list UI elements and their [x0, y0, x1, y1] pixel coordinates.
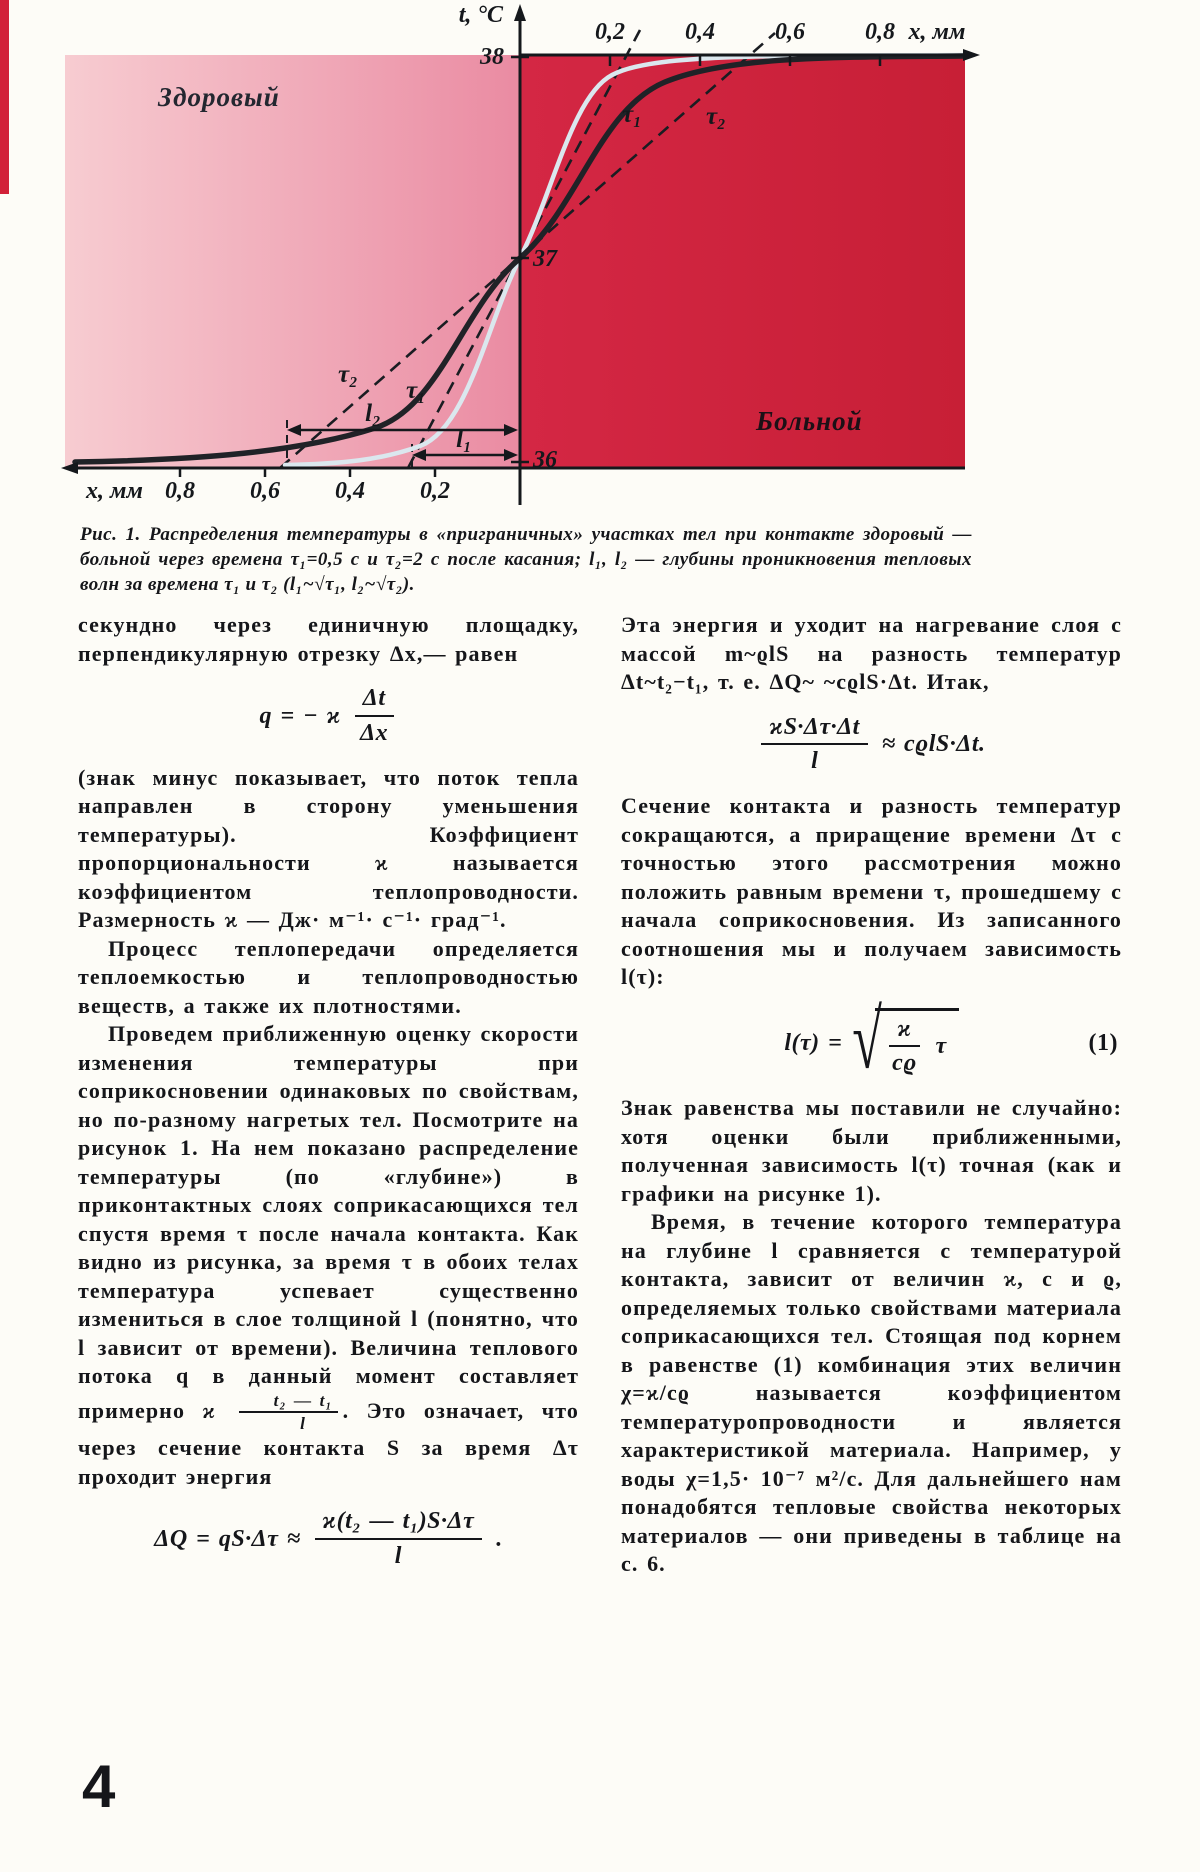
formula-energy	[78, 1507, 579, 1571]
sick-body-region	[520, 55, 965, 468]
fraction: $\frac{\Delta t}{\Delta x}$	[355, 684, 394, 748]
page-number: 4	[82, 1753, 116, 1820]
formula-balance	[621, 713, 1122, 777]
radical-icon: √	[852, 992, 883, 1086]
t-axis-arrow-icon	[514, 4, 526, 21]
paragraph-text: Проведем приближенную оценку скорости изменения температуры при соприкосновении одинаковых по свойствам, но по-разному нагретых тел. Посмотрите на рисунок 1. На нем показано распределение температуры (по «глубине») в приконтактных слоях соприкасающихся тел спустя время τ после начала контакта. Как видно из рисунка, за время τ в обоих телах температура успевает существенно измениться в слое толщиной l (понятно, что l зависит от времени). Величина теплового потока q в данный момент составляет примерно	[78, 1021, 579, 1423]
paragraph-contact: Сечение контакта и разность температур сокращаются, а приращение времени Δτ с точностью этого рассмотрения можно положить равным времени τ, прошедшему с начала соприкосновения. Из записанного соотношения мы и получаем зависимость l(τ):	[621, 793, 1122, 990]
equation-number: (1)	[1088, 1029, 1118, 1056]
label-healthy-body: Здоровый	[158, 82, 280, 112]
label-sick-body: Больной	[756, 406, 863, 436]
paragraph-flux-intro: секундно через единичную площадку, перпендикулярную отрезку Δx,— равен	[78, 612, 579, 666]
tick-label-bottom-3: 0,4	[335, 478, 365, 504]
paragraph-equality: Знак равенства мы поставили не случайно: хотя оценки были приближенными, полученная зависимость l(τ) точная (как и графики на рисунке 1).	[621, 1095, 1122, 1206]
formula-tail: .	[496, 1525, 503, 1552]
inline-fraction: $\frac{\text{t₂ — t₁}}{l}$	[239, 1391, 338, 1434]
healthy-body-region	[65, 55, 520, 468]
figure-1	[0, 0, 1200, 510]
paragraph-estimate	[78, 1020, 579, 1491]
label-l2: l₂	[365, 400, 381, 427]
inline-kappa: ϰ	[202, 1397, 217, 1423]
tick-label-bottom-4: 0,2	[420, 478, 450, 504]
label-tau2-right: τ₂	[706, 103, 726, 130]
label-tau1-right: τ₁	[622, 101, 642, 128]
paragraph-process: Процесс теплопередачи определяется теплоемкостью и теплопроводностью веществ, а также их плотностями.	[78, 935, 579, 1018]
tick-label-top-2: 0,4	[685, 19, 715, 45]
axis-x-bottom-label: x, мм	[86, 478, 143, 504]
tick-label-bottom-2: 0,6	[250, 478, 280, 504]
x-axis-top-arrow-icon	[963, 49, 980, 61]
fraction: $\frac{ϰS\cdot\Delta\tau\cdot\Delta t}{l}$	[761, 713, 867, 777]
square-root	[852, 992, 958, 1086]
paragraph-diffusivity: Время, в течение которого температура на глубине l сравняется с температурой контакта, зависит от величин ϰ, c и ϱ, определяемых только свойствами материала соприкасающихся тел. Стоящая под корнем в равенстве (1) комбинация этих величин χ=ϰ/cϱ называется коэффициентом температуропроводности и является характеристикой материала. Например, у воды χ=1,5· 10⁻⁷ м²/с. Для дальнейшего нам понадобятся тепловые свойства некоторых материалов — они приведены в таблице на с. 6.	[621, 1209, 1122, 1577]
formula-lhs: l(τ) =	[784, 1029, 843, 1056]
radicand	[875, 1008, 958, 1079]
tick-label-bottom-1: 0,8	[165, 478, 195, 504]
axis-t-label: t, °C	[458, 2, 503, 28]
axis-x-top-label: x, мм	[908, 19, 966, 45]
left-column	[78, 611, 579, 1751]
tick-label-top-1: 0,2	[595, 19, 625, 45]
formula-heat-flux	[78, 684, 579, 748]
paragraph-text: . Это означает, что через сечение контакта S за время Δτ проходит энергия	[78, 1397, 579, 1489]
right-column	[621, 611, 1122, 1751]
tick-label-top-4: 0,8	[865, 19, 895, 45]
root-factor: τ	[935, 1033, 947, 1060]
paragraph-minus-sign: (знак минус показывает, что поток тепла направлен в сторону уменьшения температуры). Коэффициент пропорциональности ϰ называется коэффициентом теплопроводности. Размерность ϰ — Дж· м⁻¹· с⁻¹· град⁻¹.	[78, 764, 579, 933]
tick-label-t-38: 38	[480, 44, 504, 70]
figure-caption: Рис. 1. Распределения температуры в «приграничных» участках тел при контакте здоровый — больной через времена τ₁=0,5 с и τ₂=2 с после касания; l₁, l₂ — глубины проникновения тепловых волн за времена τ₁ и τ₂ (l₁~√τ₁, l₂~√τ₂).	[80, 524, 972, 595]
tick-label-t-37: 37	[533, 246, 557, 272]
label-tau2-left: τ₂	[338, 361, 358, 388]
body-text	[78, 611, 1122, 1751]
formula-lhs: ΔQ = qS·Δτ ≈	[154, 1525, 301, 1552]
label-tau1-left: τ₁	[406, 377, 426, 404]
label-l1: l₁	[456, 426, 472, 453]
paragraph-energy-heats: Эта энергия и уходит на нагревание слоя с массой m~ϱlS на разность температур Δt~t₂−t₁, т. е. ΔQ~ ~cϱlS·Δt. Итак,	[621, 612, 1122, 694]
tick-label-top-3: 0,6	[775, 19, 805, 45]
fraction: $\frac{\text{ϰ(t₂ — t₁)S·Δτ}}{l}$	[315, 1507, 483, 1571]
formula-depth-law	[621, 992, 1122, 1086]
formula-lhs: q = − ϰ	[259, 702, 341, 729]
fraction: $\frac{ϰ}{cϱ}$	[889, 1015, 919, 1079]
page-edge-red-strip	[0, 0, 9, 194]
tick-label-t-36: 36	[533, 447, 557, 473]
formula-rhs: ≈ cϱlS·Δt.	[881, 731, 986, 758]
figure-plot	[0, 0, 1200, 510]
